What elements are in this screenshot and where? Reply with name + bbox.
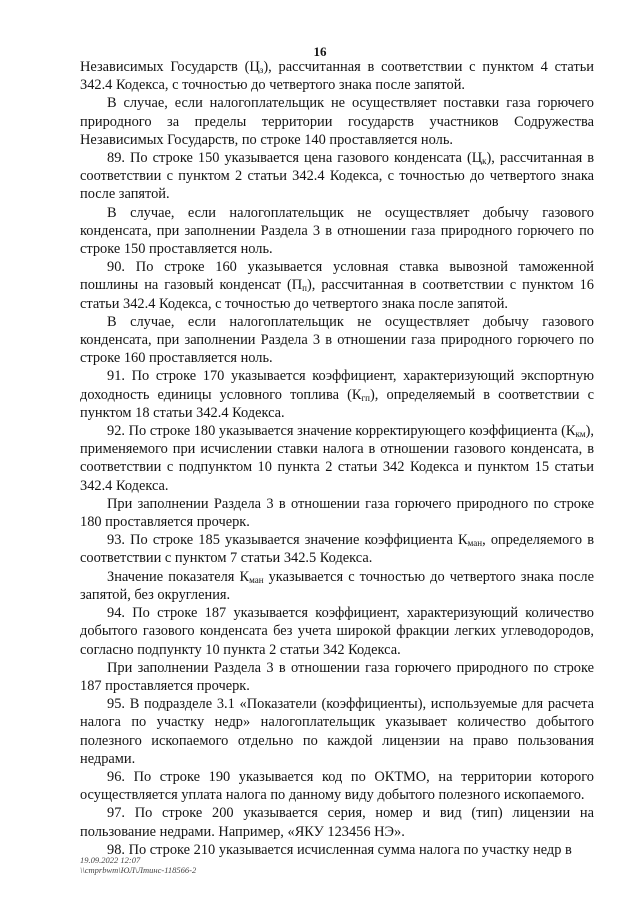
paragraph-text: 91. По строке 170 указывается коэффициент, характеризующий экспортную доходность единицы условного топлива (К: [80, 368, 594, 403]
footer-file-path: \\cmprbwm\ЮЛ\Лтинс-118566-2: [80, 865, 197, 875]
paragraph-text: ), определяемый в соответствии с пунктом 18 статьи 342.4 Кодекса.: [80, 386, 594, 421]
paragraph-text: ), рассчитанная в соответствии с пунктом 16 статьи 342.4 Кодекса, с точностью до четвертого знака после запятой.: [80, 277, 595, 312]
paragraph: [80, 94, 594, 149]
document-body: [80, 58, 594, 859]
paragraph-text: 95. В подразделе 3.1 «Показатели (коэффициенты), используемые для расчета налога по участку недр» налогоплательщик указывает количество добытого полезного ископаемого отдельно по каждой лицензии на право пользования недрами.: [80, 696, 594, 767]
subscript-index: км: [575, 429, 586, 440]
paragraph-text: 94. По строке 187 указывается коэффициент, характеризующий количество добытого газового конденсата без учета широкой фракции легких углеводородов, согласно подпункту 10 пункта 2 статьи 342 Кодекса.: [80, 605, 594, 658]
paragraph-text: 96. По строке 190 указывается код по ОКТМО, на территории которого осуществляется уплата налога по данному виду добытого полезного ископаемого.: [80, 768, 594, 804]
subscript-index: гп: [361, 392, 370, 403]
paragraph: [80, 695, 594, 768]
paragraph-text: ), применяемого при исчислении ставки налога в отношении газового конденсата, в соответствии с подпунктом 10 пункта 2 статьи 342 Кодекса и пунктом 15 статьи 342.4 Кодекса.: [80, 423, 594, 494]
subscript-index: з: [259, 65, 264, 75]
paragraph: [80, 659, 594, 695]
subscript-index: ман: [249, 574, 264, 585]
paragraph-text: 93. По строке 185 указывается значение коэффициента К: [107, 532, 468, 549]
paragraph-text: Независимых Государств (Ц: [80, 59, 260, 75]
paragraph: [80, 768, 594, 804]
paragraph: [80, 495, 594, 531]
paragraph: [80, 58, 594, 94]
paragraph-text: ), рассчитанная в соответствии с пунктом 2 статьи 342.4 Кодекса, с точностью до четвертого знака после запятой.: [80, 150, 594, 203]
paragraph: [80, 804, 594, 840]
paragraph: [80, 149, 594, 204]
paragraph-text: В случае, если налогоплательщик не осуществляет добычу газового конденсата, при заполнении Раздела 3 в отношении газа природного горючего по строке 150 проставляется ноль.: [80, 204, 594, 258]
paragraph-text: 90. По строке 160 указывается условная ставка вывозной таможенной пошлины на газовый конденсат (П: [80, 259, 594, 294]
paragraph: [80, 422, 594, 495]
paragraph: [80, 258, 594, 313]
paragraph: [80, 204, 594, 259]
paragraph-text: 92. По строке 180 указывается значение корректирующего коэффициента (К: [107, 423, 576, 440]
paragraph-text: В случае, если налогоплательщик не осуществляет поставки газа горючего природного за пределы территории государств участников Содружества Независимых Государств, по строке 140 проставляется ноль.: [80, 95, 594, 148]
paragraph: [80, 313, 594, 368]
paragraph-text: 97. По строке 200 указывается серия, номер и вид (тип) лицензии на пользование недрами. Например, «ЯКУ 123456 НЭ».: [80, 805, 594, 840]
footer-timestamp: 19.09.2022 12:07: [80, 855, 141, 865]
paragraph-text: указывается с точностью до четвертого знака после запятой, без округления.: [80, 568, 595, 603]
paragraph: [80, 531, 594, 567]
paragraph-text: 98. По строке 210 указывается исчисленная сумма налога по участку недр в: [107, 841, 572, 858]
paragraph-text: Значение показателя К: [107, 568, 250, 585]
document-footer: [80, 855, 196, 875]
page-number: 16: [313, 44, 327, 59]
paragraph-text: ), рассчитанная в соответствии с пунктом 4 статьи 342.4 Кодекса, с точностью до четвертого знака после запятой.: [80, 59, 594, 94]
paragraph: [80, 367, 594, 422]
paragraph-text: В случае, если налогоплательщик не осуществляет добычу газового конденсата, при заполнении Раздела 3 в отношении газа природного горючего по строке 160 проставляется ноль.: [80, 313, 594, 367]
paragraph: [80, 604, 594, 659]
subscript-index: ман: [467, 538, 483, 549]
paragraph-text: 89. По строке 150 указывается цена газового конденсата (Ц: [107, 150, 483, 167]
paragraph-text: При заполнении Раздела 3 в отношении газа горючего природного по строке 180 проставляется прочерк.: [80, 495, 594, 531]
paragraph: [80, 568, 594, 604]
subscript-index: к: [482, 156, 487, 167]
subscript-index: п: [302, 283, 307, 294]
paragraph-text: , определяемого в соответствии с пунктом 7 статьи 342.5 Кодекса.: [80, 532, 594, 567]
paragraph-text: При заполнении Раздела 3 в отношении газа горючего природного по строке 187 проставляется прочерк.: [80, 659, 594, 694]
